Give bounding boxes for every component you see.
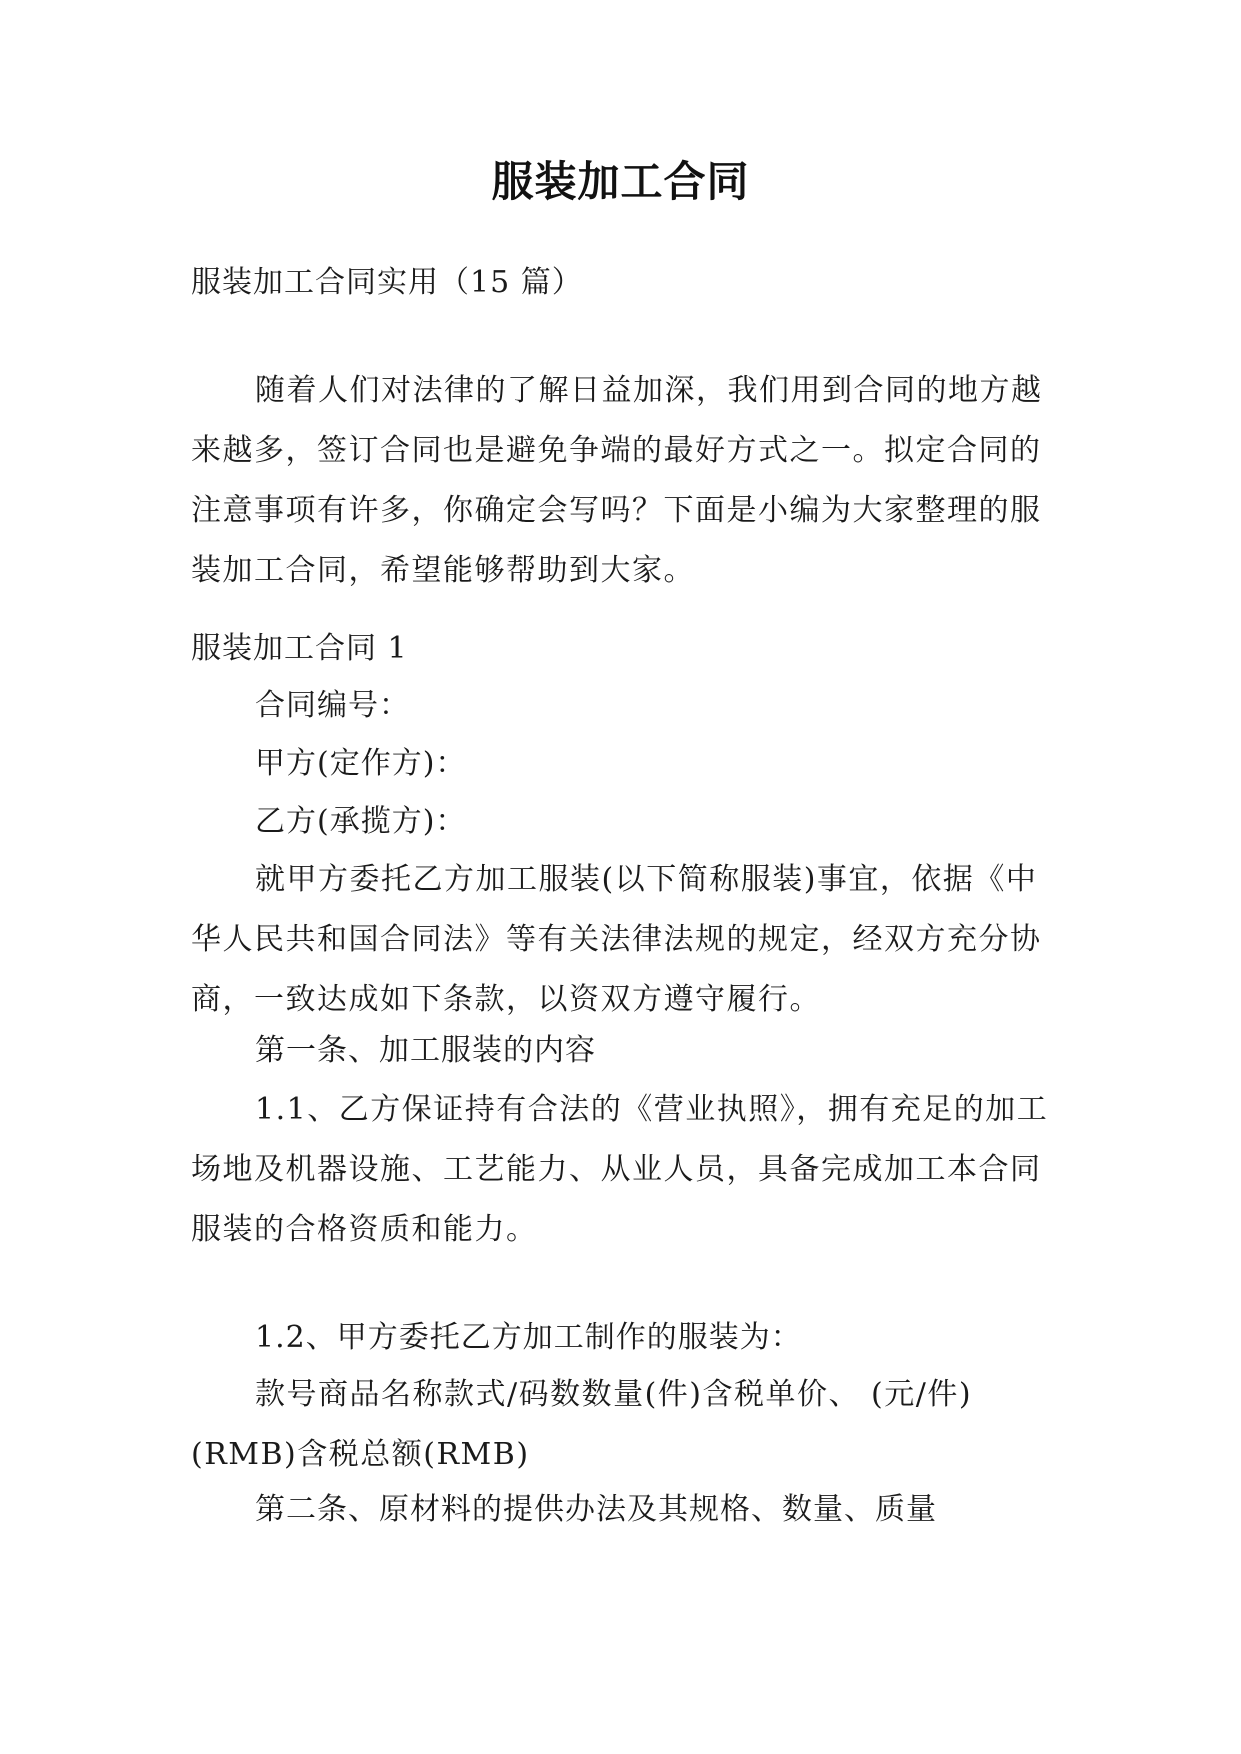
preamble-paragraph: 就甲方委托乙方加工服装(以下简称服装)事宜，依据《中华人民共和国合同法》等有关法律法规的规定，经双方充分协商，一致达成如下条款，以资双方遵守履行。 <box>191 862 1042 1017</box>
party-b-label: 乙方(承揽方)： <box>255 804 467 839</box>
clause-1-1: 1.1、乙方保证持有合法的《营业执照》，拥有充足的加工场地及机器设施、工艺能力、从业人员，具备完成加工本合同服装的合格资质和能力。 <box>191 1092 1049 1247</box>
clause-1-2: 1.2、甲方委托乙方加工制作的服装为： <box>255 1320 802 1355</box>
party-a-label: 甲方(定作方)： <box>255 746 467 781</box>
section-heading: 服装加工合同 1 <box>191 631 408 666</box>
contract-number-label: 合同编号： <box>255 688 410 723</box>
goods-table-header-text: 款号商品名称款式/码数数量(件)含税单价、 (元/件)(RMB)含税总额(RMB) <box>191 1377 973 1472</box>
document-title: 服装加工合同 <box>491 157 750 206</box>
intro-paragraph: 随着人们对法律的了解日益加深，我们用到合同的地方越来越多，签订合同也是避免争端的最好方式之一。拟定合同的注意事项有许多，你确定会写吗？下面是小编为大家整理的服装加工合同，希望能够帮助到大家。 <box>191 373 1043 588</box>
document-subtitle: 服装加工合同实用（15 篇） <box>191 265 583 300</box>
article-1-title: 第一条、加工服装的内容 <box>255 1033 596 1068</box>
article-2-title: 第二条、原材料的提供办法及其规格、数量、质量 <box>255 1492 937 1527</box>
